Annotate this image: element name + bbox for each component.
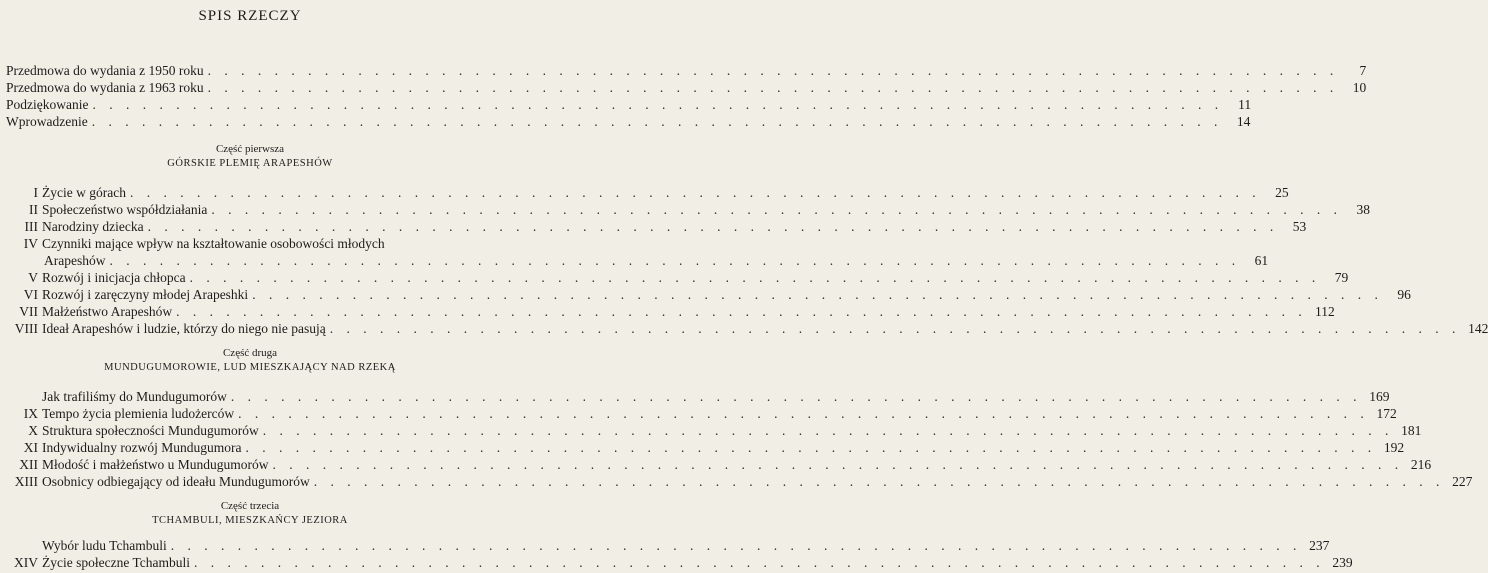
leader-dots bbox=[92, 96, 1223, 113]
leader-dots bbox=[252, 286, 1383, 303]
toc-entry bbox=[8, 269, 1349, 286]
entry-page: 96 bbox=[1397, 287, 1411, 302]
entry-label: Narodziny dziecka bbox=[42, 219, 144, 234]
entry-label: Tempo życia plemienia ludożerców bbox=[42, 406, 235, 421]
entry-label: Przedmowa do wydania z 1950 roku bbox=[6, 63, 204, 78]
entry-page: 237 bbox=[1309, 538, 1330, 553]
toc-entry bbox=[8, 473, 1473, 490]
chapter-number: XI bbox=[23, 440, 38, 455]
entry-label: Życie społeczne Tchambuli bbox=[42, 555, 190, 570]
entry-label: Jak trafiliśmy do Mundugumorów bbox=[42, 389, 227, 404]
part-title: TCHAMBULI, MIESZKAŃCY JEZIORA bbox=[152, 515, 348, 526]
entry-page: 216 bbox=[1410, 457, 1432, 472]
part-label: Część druga bbox=[222, 347, 278, 359]
entry-page: 38 bbox=[1356, 202, 1370, 217]
toc-entry bbox=[8, 537, 1330, 554]
chapter-number: XIV bbox=[14, 555, 38, 570]
entry-label: Podziękowanie bbox=[6, 97, 89, 112]
part-title: GÓRSKIE PLEMIĘ ARAPESHÓW bbox=[167, 158, 333, 169]
chapter-number: II bbox=[29, 202, 38, 217]
entry-page: 181 bbox=[1401, 423, 1422, 438]
leader-dots bbox=[171, 537, 1302, 554]
entry-page: 169 bbox=[1369, 389, 1390, 404]
entry-label: Czynniki mające wpływ na kształtowanie osobowości młodych bbox=[42, 236, 385, 251]
leader-dots bbox=[263, 422, 1394, 439]
leader-dots bbox=[231, 388, 1362, 405]
entry-page: 239 bbox=[1332, 555, 1353, 570]
entry-label: Indywidualny rozwój Mundugumora bbox=[42, 440, 242, 455]
toc-entry bbox=[8, 456, 1432, 473]
entry-label: Struktura społeczności Mundugumorów bbox=[42, 423, 259, 438]
toc-entry bbox=[8, 388, 1390, 405]
entry-page: 11 bbox=[1238, 97, 1252, 112]
toc-entry bbox=[6, 113, 1251, 130]
toc-entry-continued bbox=[44, 252, 1269, 269]
entry-page: 79 bbox=[1334, 270, 1349, 285]
chapter-number: VI bbox=[23, 287, 38, 302]
part-title: MUNDUGUMOROWIE, LUD MIESZKAJĄCY NAD RZEKĄ bbox=[104, 362, 396, 373]
leader-dots bbox=[314, 473, 1445, 490]
entry-label: Przedmowa do wydania z 1963 roku bbox=[6, 80, 204, 95]
leader-dots bbox=[330, 320, 1461, 337]
entry-page: 7 bbox=[1359, 63, 1367, 78]
chapter-number: X bbox=[28, 423, 38, 438]
entry-page: 10 bbox=[1352, 80, 1367, 95]
toc-entry bbox=[8, 218, 1307, 235]
chapter-number: VII bbox=[19, 304, 38, 319]
entry-label: Wybór ludu Tchambuli bbox=[42, 538, 167, 553]
leader-dots bbox=[208, 79, 1339, 96]
part-label: Część pierwsza bbox=[215, 143, 285, 155]
chapter-number: XII bbox=[19, 457, 38, 472]
entry-page: 227 bbox=[1452, 474, 1473, 489]
chapter-number: V bbox=[28, 270, 38, 285]
leader-dots bbox=[208, 62, 1339, 79]
toc-entry bbox=[8, 303, 1335, 320]
chapter-number: XIII bbox=[14, 474, 38, 489]
entry-label: Rozwój i inicjacja chłopca bbox=[42, 270, 186, 285]
leader-dots bbox=[109, 252, 1240, 269]
chapter-number: IV bbox=[23, 236, 38, 251]
chapter-number: III bbox=[24, 219, 38, 234]
chapter-number: IX bbox=[23, 406, 38, 421]
entry-label: Małżeństwo Arapeshów bbox=[42, 304, 173, 319]
toc-entry bbox=[8, 554, 1353, 571]
toc-entry bbox=[6, 96, 1252, 113]
entry-page: 25 bbox=[1275, 185, 1289, 200]
toc-entry bbox=[8, 439, 1405, 456]
leader-dots bbox=[272, 456, 1403, 473]
chapter-number: I bbox=[33, 185, 38, 200]
entry-page: 53 bbox=[1292, 219, 1307, 234]
entry-label: Ideał Arapeshów i ludzie, którzy do niego nie pasują bbox=[42, 321, 326, 336]
entry-page: 61 bbox=[1254, 253, 1269, 268]
entry-label: Rozwój i zaręczyny młodej Arapeshki bbox=[42, 287, 249, 302]
entry-page: 172 bbox=[1376, 406, 1397, 421]
entry-label: Życie w górach bbox=[42, 185, 126, 200]
toc-entry bbox=[8, 286, 1411, 303]
leader-dots bbox=[130, 184, 1261, 201]
entry-page: 112 bbox=[1314, 304, 1335, 319]
toc-entry bbox=[8, 320, 1488, 337]
toc-entry bbox=[8, 235, 492, 252]
toc-entry bbox=[8, 405, 1397, 422]
entry-label-continued: Arapeshów bbox=[44, 253, 106, 268]
entry-label: Społeczeństwo współdziałania bbox=[42, 202, 208, 217]
entry-label: Osobnicy odbiegający od ideału Mundugumorów bbox=[42, 474, 310, 489]
leader-dots bbox=[211, 201, 1342, 218]
entry-label: Młodość i małżeństwo u Mundugumorów bbox=[42, 457, 269, 472]
toc-entry bbox=[8, 184, 1289, 201]
entry-page: 14 bbox=[1236, 114, 1251, 129]
leader-dots bbox=[194, 554, 1325, 571]
leader-dots bbox=[92, 113, 1223, 130]
leader-dots bbox=[238, 405, 1369, 422]
toc-entry bbox=[6, 79, 1367, 96]
toc-entry bbox=[6, 62, 1367, 79]
toc-entry bbox=[8, 201, 1370, 218]
toc-entry bbox=[8, 422, 1422, 439]
part-label: Część trzecia bbox=[220, 500, 280, 512]
entry-page: 192 bbox=[1383, 440, 1405, 455]
chapter-number: VIII bbox=[14, 321, 38, 336]
entry-label: Wprowadzenie bbox=[6, 114, 88, 129]
leader-dots bbox=[176, 303, 1307, 320]
leader-dots bbox=[148, 218, 1279, 235]
leader-dots bbox=[190, 269, 1321, 286]
entry-page: 142 bbox=[1468, 321, 1488, 336]
leader-dots bbox=[245, 439, 1376, 456]
page-title: SPIS RZECZY bbox=[198, 8, 302, 24]
